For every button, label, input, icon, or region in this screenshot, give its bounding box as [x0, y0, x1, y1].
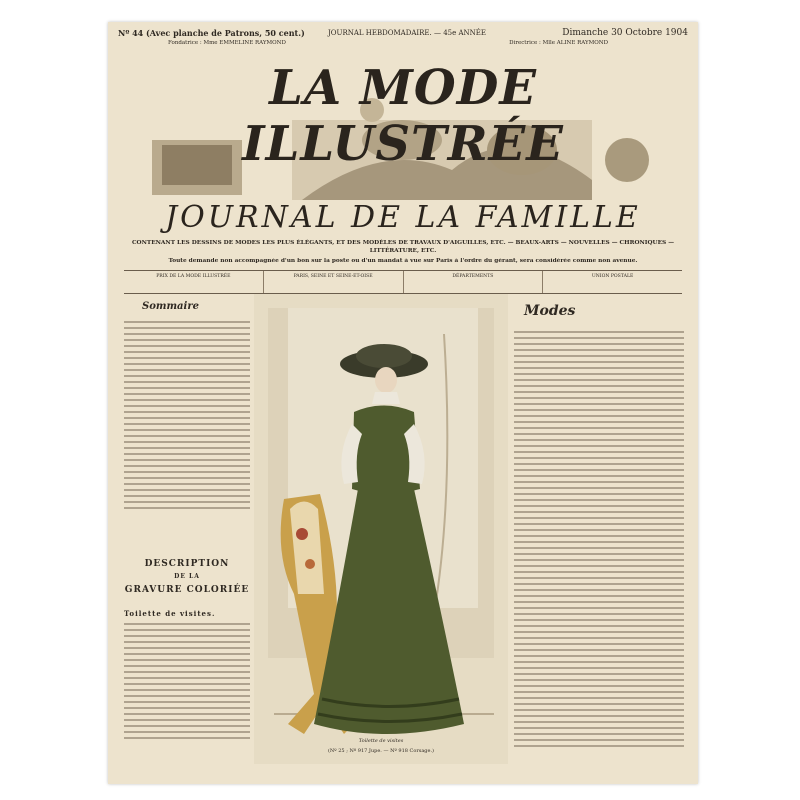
fondatrice: Fondatrice : Mme EMMELINE RAYMOND [168, 40, 286, 46]
masthead-title: LA MODE ILLUSTRÉE [242, 60, 564, 172]
issue-date: Dimanche 30 Octobre 1904 [562, 28, 688, 38]
price-table [124, 270, 682, 294]
price-cell: DÉPARTEMENTS [404, 271, 544, 293]
modes-text [514, 331, 684, 751]
fashion-plate [254, 294, 508, 764]
directrice: Directrice : Mlle ALINE RAYMOND [509, 40, 608, 46]
masthead-subtitle: JOURNAL DE LA FAMILLE [165, 200, 641, 235]
sommaire-heading: Sommaire [142, 301, 199, 312]
price-cell: PARIS, SEINE ET SEINE-ET-OISE [264, 271, 404, 293]
tagline: CONTENANT LES DESSINS DE MODES LES PLUS ÉLÉGANTS, ET DES MODÈLES DE TRAVAUX D'AIGUILLES, ETC. — BEAUX-ARTS — NOUVELLES — CHRONIQUES — LITTÉRATURE, ETC. [131, 240, 675, 254]
caption-title: Toilette de visites [358, 738, 404, 744]
sommaire-text [124, 321, 250, 513]
right-column [514, 297, 684, 767]
modes-heading: Modes [524, 303, 576, 319]
description-de: DE LA [174, 573, 200, 580]
price-cell: UNION POSTALE [591, 274, 634, 279]
price-cell: PRIX DE LA MODE ILLUSTRÉE [124, 271, 264, 293]
left-column [124, 297, 250, 767]
toilette-label: Toilette de visites. [124, 609, 216, 618]
description-title: DESCRIPTION [144, 559, 230, 569]
founders-line [138, 40, 668, 50]
gravure-title: GRAVURE COLORIÉE [124, 585, 250, 595]
newspaper-page [108, 22, 698, 784]
caption-ref: (Nº 25 ; Nº 917 Jupe. — Nº 918 Corsage.) [327, 748, 434, 754]
subscription-notice: Toute demande non accompagnée d'un bon sur la poste ou d'un mandat à vue sur Paris à l'ordre du gérant, sera considérée comme non avenue. [168, 258, 638, 264]
masthead [122, 50, 684, 240]
issue-number: Nº 44 (Avec planche de Patrons, 50 cent.) [118, 28, 305, 38]
plate-illustration [254, 294, 508, 764]
journal-label: JOURNAL HEBDOMADAIRE. — 45e ANNÉE [328, 29, 486, 37]
description-text [124, 623, 250, 743]
